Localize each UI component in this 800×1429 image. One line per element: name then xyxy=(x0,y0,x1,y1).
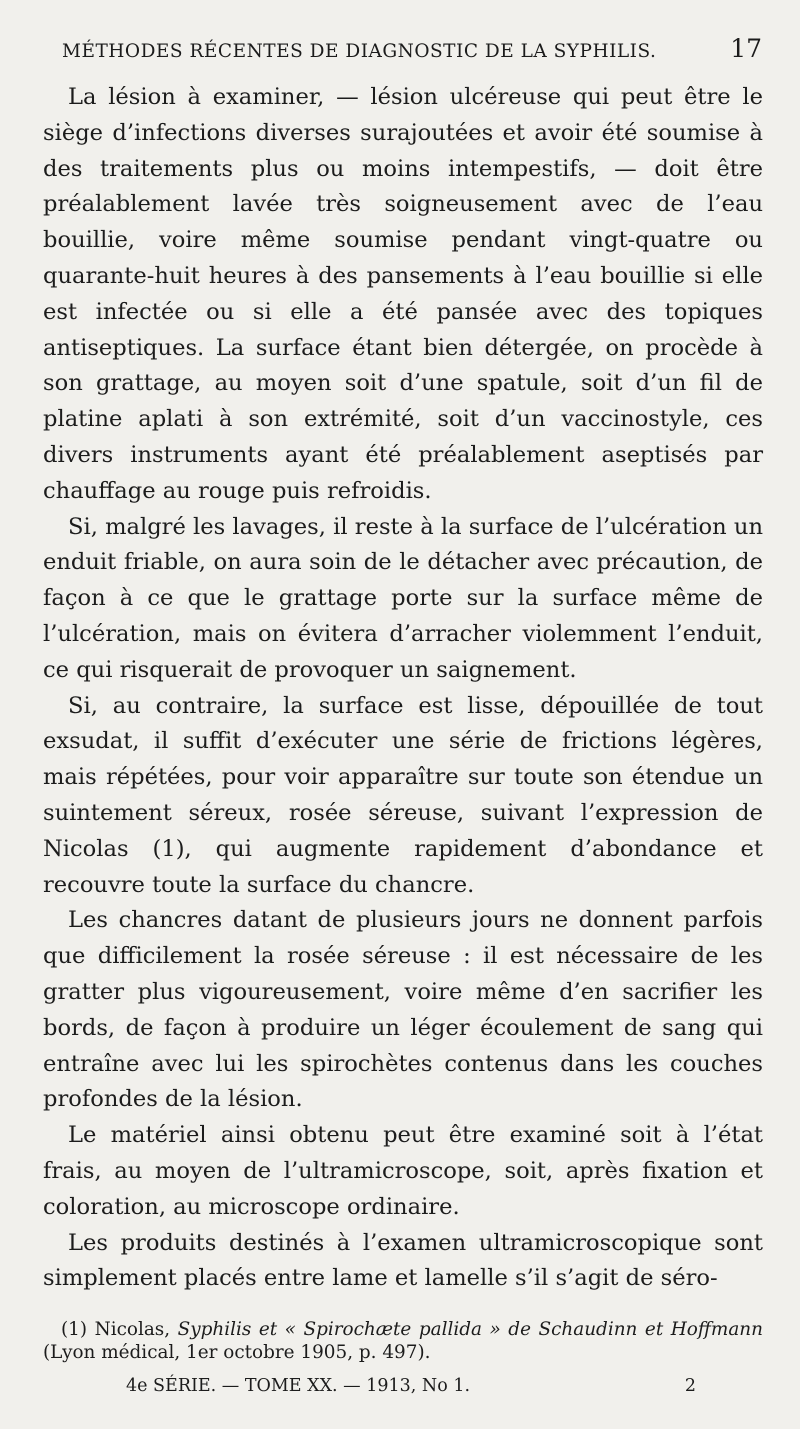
page-number: 17 xyxy=(730,34,762,63)
paragraph: Les chancres datant de plusieurs jours ne donnent parfois que difficilement la rosée séreuse : il est nécessaire de les gratter plus vigoureusement, voire même d’en sacrifier les bords, de façon à produire un léger écoulement de sang qui entraîne avec lui les spirochètes contenus dans les couches profondes de la lésion. xyxy=(43,907,763,1113)
paragraph: La lésion à examiner, — lésion ulcéreuse qui peut être le siège d’infections diverses surajoutées et avoir été soumise à des traitements plus ou moins intempestifs, — doit être préalablement lavée très soigneusement avec de l’eau bouillie, voire même soumise pendant vingt-quatre ou quarante-huit heures à des pansements à l’eau bouillie si elle est infectée ou si elle a été pansée avec des topiques antiseptiques. La surface étant bien détergée, on procède à son grattage, au moyen soit d’une spatule, soit d’un fil de platine aplati à son extrémité, soit d’un vaccinostyle, ces divers instruments ayant été préalablement aseptisés par chauffage au rouge puis refroidis. xyxy=(43,84,763,504)
sheet-number: 2 xyxy=(684,1376,696,1396)
footnote xyxy=(43,1318,763,1364)
footnote-author: Nicolas, xyxy=(94,1319,171,1340)
body-text xyxy=(43,80,763,1297)
signature-line xyxy=(126,1376,696,1396)
running-title: MÉTHODES RÉCENTES DE DIAGNOSTIC DE LA SYPHILIS. xyxy=(62,41,657,62)
footnote-marker: (1) xyxy=(61,1319,88,1340)
footnote-title: Syphilis et « Spirochæte pallida » de Schaudinn et Hoffmann xyxy=(177,1319,763,1340)
paragraph: Les produits destinés à l’examen ultramicroscopique sont simplement placés entre lame et lamelle s’il s’agit de séro- xyxy=(43,1229,763,1292)
paragraph: Si, malgré les lavages, il reste à la surface de l’ulcération un enduit friable, on aura soin de le détacher avec précaution, de façon à ce que le grattage porte sur la surface même de l’ulcération, mais on évitera d’arracher violemment l’enduit, ce qui risquerait de provoquer un saignement. xyxy=(43,513,763,683)
page-header xyxy=(62,34,762,74)
footnote-date: 1er octobre 1905, p. 497). xyxy=(186,1342,431,1363)
footnote-source: (Lyon médical, xyxy=(43,1342,181,1363)
paragraph: Si, au contraire, la surface est lisse, dépouillée de tout exsudat, il suffit d’exécuter une série de frictions légères, mais répétées, pour voir apparaître sur toute son étendue un suintement séreux, rosée séreuse, suivant l’expression de Nicolas (1), qui augmente rapidement d’abondance et recouvre toute la surface du chancre. xyxy=(43,692,763,898)
series-info: 4e SÉRIE. — TOME XX. — 1913, No 1. xyxy=(126,1376,471,1396)
paragraph: Le matériel ainsi obtenu peut être examiné soit à l’état frais, au moyen de l’ultramicroscope, soit, après fixation et coloration, au microscope ordinaire. xyxy=(43,1122,763,1220)
